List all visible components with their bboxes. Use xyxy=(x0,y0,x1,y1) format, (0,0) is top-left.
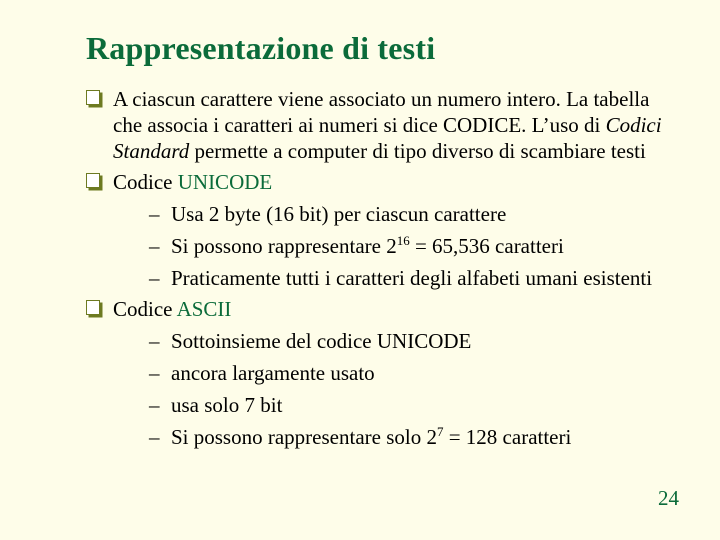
sub-item xyxy=(113,233,676,259)
italic-term: Codici Standard xyxy=(113,113,662,163)
unicode-term: UNICODE xyxy=(177,170,273,194)
sub-item-text: Usa 2 byte (16 bit) per ciascun carattere xyxy=(171,202,507,226)
sub-item xyxy=(113,392,676,418)
bullet-prefix: Codice xyxy=(113,297,177,321)
sub-item-text: Si possono rappresentare solo 2 xyxy=(171,425,437,449)
ascii-term: ASCII xyxy=(176,297,232,321)
slide-body xyxy=(86,86,676,455)
dash-bullet: – xyxy=(149,266,160,290)
exponent: 16 xyxy=(396,233,410,248)
square-bullet-icon xyxy=(86,90,100,105)
dash-bullet: – xyxy=(149,393,160,417)
bullet-text-tail: permette a computer di tipo diverso di scambiare testi xyxy=(189,139,646,163)
sub-item-tail: = 128 caratteri xyxy=(443,425,572,449)
exponent: 7 xyxy=(436,424,444,439)
dash-bullet: – xyxy=(149,361,160,385)
sub-item xyxy=(113,360,676,386)
sub-item-text: usa solo 7 bit xyxy=(171,393,283,417)
bullet-unicode xyxy=(86,169,676,291)
sub-item xyxy=(113,424,676,450)
sub-item xyxy=(113,328,676,354)
bullet-prefix: Codice xyxy=(113,170,178,194)
square-bullet-icon xyxy=(86,173,100,188)
bullet-text: A ciascun carattere viene associato un numero intero. La tabella che associa i caratteri ai numeri si dice CODICE. L’uso di xyxy=(113,87,650,137)
sub-item-text: Praticamente tutti i caratteri degli alfabeti umani esistenti xyxy=(171,266,653,290)
square-bullet-icon xyxy=(86,300,100,315)
sub-item-text: Sottoinsieme del codice UNICODE xyxy=(171,329,472,353)
sub-item xyxy=(113,201,676,227)
dash-bullet: – xyxy=(149,425,160,449)
dash-bullet: – xyxy=(149,234,160,258)
sub-item-tail: = 65,536 caratteri xyxy=(409,234,564,258)
bullet-codice-intro xyxy=(86,86,676,164)
sub-item-text: Si possono rappresentare 2 xyxy=(171,234,397,258)
bullet-ascii xyxy=(86,296,676,450)
dash-bullet: – xyxy=(149,202,160,226)
sub-item-text: ancora largamente usato xyxy=(171,361,375,385)
slide-title: Rappresentazione di testi xyxy=(86,30,436,66)
sub-item xyxy=(113,265,676,291)
page-number: 24 xyxy=(658,486,679,510)
dash-bullet: – xyxy=(149,329,160,353)
